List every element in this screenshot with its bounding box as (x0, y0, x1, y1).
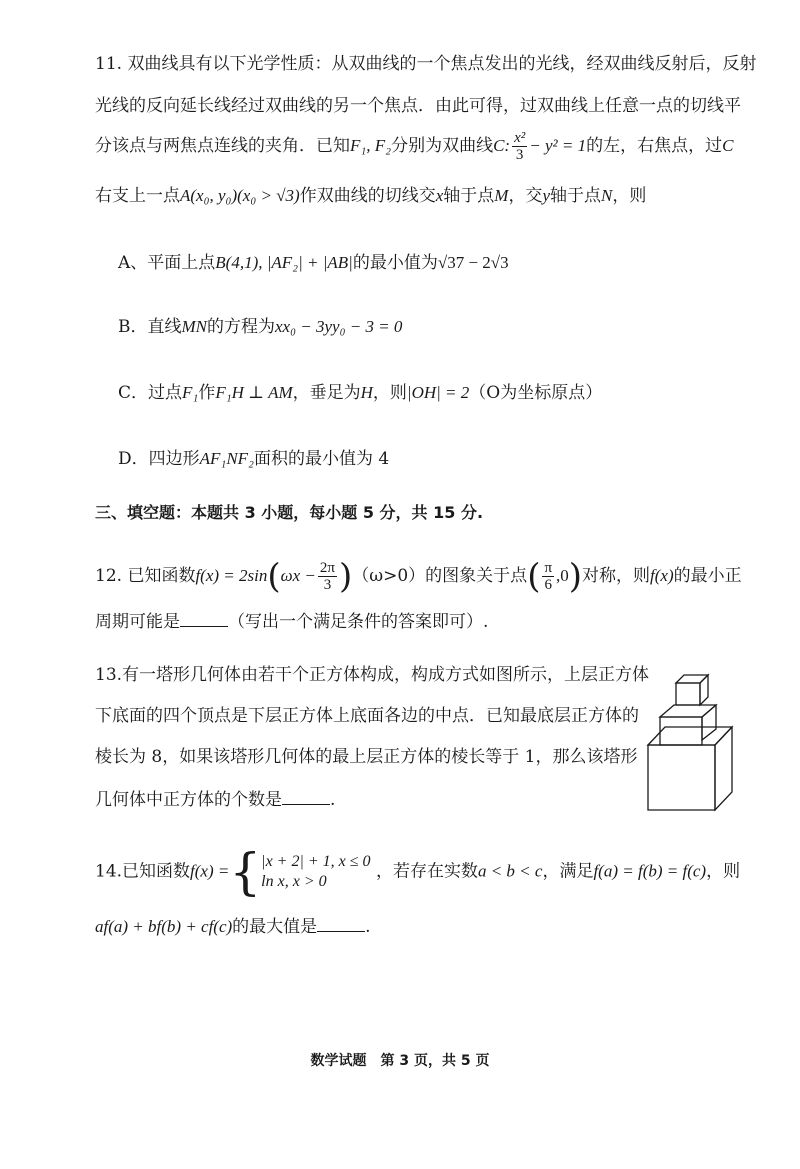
top-cube (676, 675, 708, 705)
q12-line1: 12. 已知函数f(x) = 2sin(ωx − $\frac{2\pi}{3}$ )（ω>0）的图象关于点( $\frac{\pi}{6}$ ,0)对称，则f(x)的最小正 (95, 556, 742, 597)
section-3-heading: 三、填空题：本题共 3 小题，每小题 5 分，共 15 分. (95, 503, 484, 522)
hyperbola-fraction: $\frac{\text{x²}}{3}$ (514, 130, 526, 163)
q13-line1: 13.有一塔形几何体由若干个正方体构成，构成方式如图所示，上层正方体 (95, 665, 650, 685)
q11-line3: 分该点与两焦点连线的夹角．已知F₁, F₂分别为双曲线C: $\frac{\text{x²}}{3}$ − y² = 1的左，右焦点，过C (95, 130, 734, 163)
page-footer: 数学试题 第 3 页，共 5 页 (310, 1053, 490, 1069)
q11-line4: 右支上一点A(x₀, y₀)(x₀ > √3)作双曲线的切线交x轴于点M，交y轴于点N，则 (95, 186, 647, 206)
q12-line2: 周期可能是 （写出一个满足条件的答案即可）. (95, 608, 488, 634)
q11-option-c: C．过点F₁作F₁H ⊥ AM，垂足为H，则|OH| = 2（O为坐标原点） (118, 383, 603, 403)
q11-line1: 11. 双曲线具有以下光学性质：从双曲线的一个焦点发出的光线，经双曲线反射后，反射 (95, 54, 757, 74)
middle-cube (660, 705, 716, 745)
q13-line2: 下底面的四个顶点是下层正方体上底面各边的中点．已知最底层正方体的 (95, 706, 639, 726)
piecewise-cases: |x + 2| + 1, x ≤ 0 ln x, x > 0 (261, 853, 371, 890)
q11-option-d: D．四边形AF₁NF₂面积的最小值为 4 (118, 449, 390, 469)
q12-point-fraction: $\frac{\pi}{6}$ (544, 560, 553, 593)
q14-line2: af(a) + bf(b) + cf(c)的最大值是 . (95, 913, 371, 939)
answer-blank (317, 913, 365, 932)
q11-option-b: B．直线MN的方程为xx₀ − 3yy₀ − 3 = 0 (118, 317, 403, 337)
q11-option-a: A、平面上点B(4,1), |AF₂| + |AB|的最小值为√37 − 2√3 (118, 253, 509, 273)
q14-line1: 14.已知函数f(x) ={ |x + 2| + 1, x ≤ 0 ln x, x > 0 ，若存在实数a < b < c，满足f(a) = f(b) = f(c)，则 (95, 843, 741, 901)
q13-line4: 几何体中正方体的个数是 . (95, 786, 335, 812)
q12-phase-fraction: $\frac{2\pi}{3}$ (319, 560, 335, 593)
q13-line3: 棱长为 8，如果该塔形几何体的最上层正方体的棱长等于 1，那么该塔形 (95, 747, 638, 767)
answer-blank (180, 608, 228, 627)
cube-tower-figure (640, 665, 750, 815)
q11-line2: 光线的反向延长线经过双曲线的另一个焦点．由此可得，过双曲线上任意一点的切线平 (95, 96, 741, 116)
answer-blank (282, 786, 330, 805)
